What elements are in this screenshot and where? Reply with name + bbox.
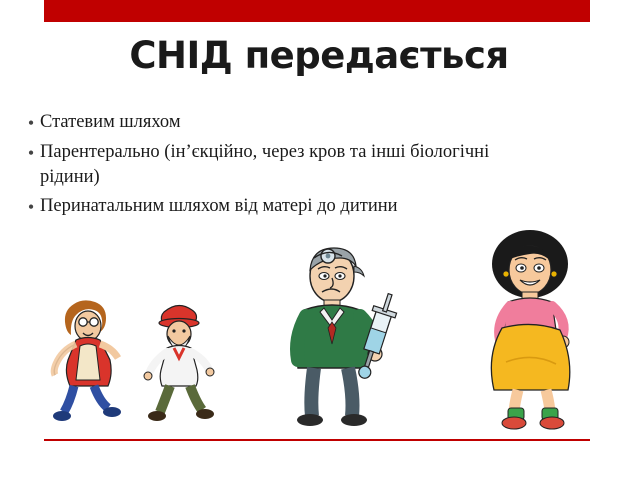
couple-illustration bbox=[22, 276, 252, 436]
top-accent-bar bbox=[44, 0, 590, 22]
list-item-label: Парентерально (ін’єкційно, через кров та інші біологічні рідини) bbox=[40, 142, 490, 187]
bottom-accent-rule bbox=[44, 439, 590, 441]
pregnant-woman-illustration bbox=[466, 222, 596, 434]
list-item-label: Статевим шляхом bbox=[40, 112, 181, 132]
bullet-list bbox=[22, 110, 522, 224]
list-item bbox=[22, 110, 522, 136]
list-item-label: Перинатальним шляхом від матері до дитини bbox=[40, 196, 398, 216]
illustration-row bbox=[0, 222, 638, 437]
bullet-icon: • bbox=[27, 197, 35, 217]
list-item bbox=[22, 194, 522, 220]
bullet-icon: • bbox=[27, 113, 35, 133]
doctor-syringe-illustration bbox=[270, 234, 415, 437]
list-item bbox=[22, 140, 522, 190]
page-title: СНІД передається bbox=[129, 34, 509, 77]
bullet-icon: • bbox=[27, 143, 35, 163]
